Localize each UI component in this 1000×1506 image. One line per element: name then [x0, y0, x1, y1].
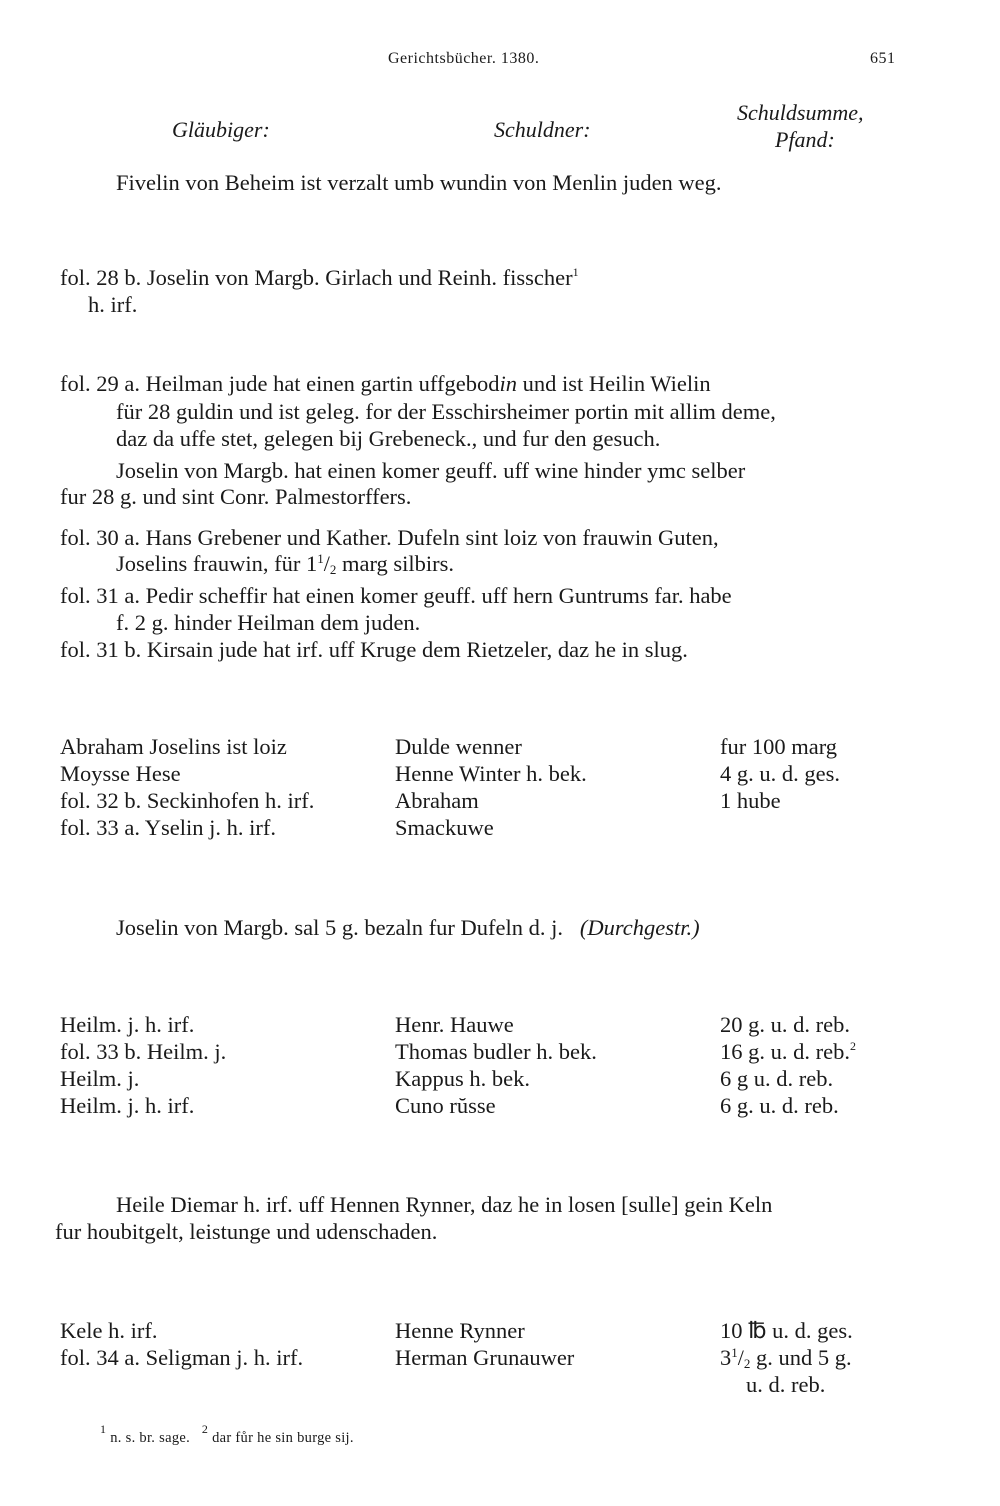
debtor-cell: Herman Grunauwer: [395, 1345, 575, 1370]
creditor-cell: fol. 34 a. Seligman j. h. irf.: [60, 1345, 304, 1370]
creditor-cell: Abraham Joselins ist loiz: [60, 734, 287, 759]
footnote-ref: 1: [572, 265, 579, 279]
debtor-cell: Cuno rŭsse: [395, 1093, 496, 1118]
sum-cell: [720, 1039, 856, 1065]
entry-fol30a-text-b: marg silbirs.: [336, 551, 455, 576]
entry-fol31a-line2: f. 2 g. hinder Heilman dem juden.: [116, 610, 421, 635]
entry-fol31b: fol. 31 b. Kirsain jude hat irf. uff Kruge dem Rietzeler, daz he in slug.: [60, 637, 688, 662]
sum-cell: 1 hube: [720, 788, 781, 813]
footnotes: [100, 1422, 354, 1447]
entry-fol29a-line4: Joselin von Margb. hat einen komer geuff. uff wine hinder ymc selber: [116, 458, 746, 483]
footnote-text: dar fůr he sin burge sij.: [208, 1430, 354, 1446]
entry-fivelin: Fivelin von Beheim ist verzalt umb wundin von Menlin juden weg.: [116, 170, 722, 195]
entry-fol28b: [60, 264, 579, 291]
running-title: Gerichtsbücher. 1380.: [388, 50, 540, 67]
debtor-cell: Henne Rynner: [395, 1318, 525, 1343]
fraction-half: $^1/_2$: [731, 1345, 751, 1371]
creditor-cell: Heilm. j. h. irf.: [60, 1012, 195, 1037]
fraction-denominator: 2: [329, 562, 337, 577]
entry-heile-line1: Heile Diemar h. irf. uff Hennen Rynner, daz he in losen [sulle] gein Keln: [116, 1192, 773, 1217]
footnote-text: n. s. br. sage.: [106, 1430, 191, 1446]
creditor-cell: Heilm. j.: [60, 1066, 140, 1091]
column-header-debtor: Schuldner:: [494, 117, 591, 142]
entry-fol30a-line1: fol. 30 a. Hans Grebener und Kather. Dufeln sint loiz von frauwin Guten,: [60, 525, 719, 550]
debtor-cell: Kappus h. bek.: [395, 1066, 530, 1091]
entry-joselin-text: Joselin von Margb. sal 5 g. bezaln fur Dufeln d. j.: [116, 915, 564, 940]
entry-fol28b-text: fol. 28 b. Joselin von Margb. Girlach und Reinh. fisscher: [60, 265, 573, 290]
entry-fol29a-text-a: fol. 29 a. Heilman jude hat einen gartin uffgebod: [60, 371, 500, 396]
creditor-cell: fol. 33 a. Yselin j. h. irf.: [60, 815, 277, 840]
fraction-numerator: 1: [731, 1345, 738, 1360]
entry-joselin-note: [116, 914, 700, 941]
sum-text: g. und 5 g.: [750, 1345, 852, 1370]
entry-fol29a-line3: daz da uffe stet, gelegen bij Grebeneck., und fur den gesuch.: [116, 426, 661, 451]
sum-cell: 20 g. u. d. reb.: [720, 1012, 850, 1037]
footnote-mark: 2: [201, 1422, 209, 1436]
sum-cell: 6 g u. d. reb.: [720, 1066, 834, 1091]
footnote-ref: 2: [849, 1039, 856, 1053]
entry-fol30a-line2: [116, 550, 454, 577]
entry-heile-line2: fur houbitgelt, leistunge und udenschaden.: [55, 1219, 438, 1244]
column-header-creditor: Gläubiger:: [172, 117, 270, 142]
debtor-cell: Thomas budler h. bek.: [395, 1039, 597, 1064]
debtor-cell: Abraham: [395, 788, 479, 813]
entry-fol29a-line5: fur 28 g. und sint Conr. Palmestorffers.: [60, 484, 412, 509]
creditor-cell: Kele h. irf.: [60, 1318, 158, 1343]
sum-cell: 10 ℔ u. d. ges.: [720, 1318, 853, 1343]
debtor-cell: Henr. Hauwe: [395, 1012, 514, 1037]
editor-note: (Durchgestr.): [579, 915, 700, 940]
debtor-cell: Smackuwe: [395, 815, 494, 840]
page-number: 651: [870, 50, 896, 67]
fraction-half: $^1/_2$: [317, 551, 337, 577]
entry-fol30a-text-a: Joselins frauwin, für 1: [116, 551, 318, 576]
fraction-numerator: 1: [317, 551, 324, 566]
sum-cell: [720, 1345, 852, 1371]
entry-fol28b-line2: h. irf.: [88, 292, 138, 317]
entry-fol31a-line1: fol. 31 a. Pedir scheffir hat einen komer geuff. uff hern Guntrums far. habe: [60, 583, 732, 608]
creditor-cell: Moysse Hese: [60, 761, 181, 786]
creditor-cell: fol. 32 b. Seckinhofen h. irf.: [60, 788, 315, 813]
sum-cell: fur 100 marg: [720, 734, 838, 759]
fraction-denominator: 2: [743, 1356, 751, 1371]
debtor-cell: Henne Winter h. bek.: [395, 761, 587, 786]
entry-fol29a-text-b: und ist Heilin Wielin: [516, 371, 711, 396]
debtor-cell: Dulde wenner: [395, 734, 522, 759]
sum-whole: 3: [720, 1345, 732, 1370]
entry-fol29a-line2: für 28 guldin und ist geleg. for der Esschirsheimer portin mit allim deme,: [116, 399, 776, 424]
footnote-mark: 1: [100, 1422, 107, 1436]
creditor-cell: fol. 33 b. Heilm. j.: [60, 1039, 227, 1064]
sum-text: 16 g. u. d. reb.: [720, 1039, 850, 1064]
column-header-sum: Schuldsumme,: [737, 100, 864, 125]
sum-cell: 4 g. u. d. ges.: [720, 761, 840, 786]
table-row: [60, 734, 287, 760]
entry-fol29a-italic: in: [499, 371, 517, 396]
creditor-cell: Heilm. j. h. irf.: [60, 1093, 195, 1118]
sum-cell-continued: u. d. reb.: [746, 1372, 826, 1397]
column-header-pledge: Pfand:: [775, 127, 835, 152]
sum-cell: 6 g. u. d. reb.: [720, 1093, 839, 1118]
entry-fol29a-line1: [60, 370, 711, 397]
